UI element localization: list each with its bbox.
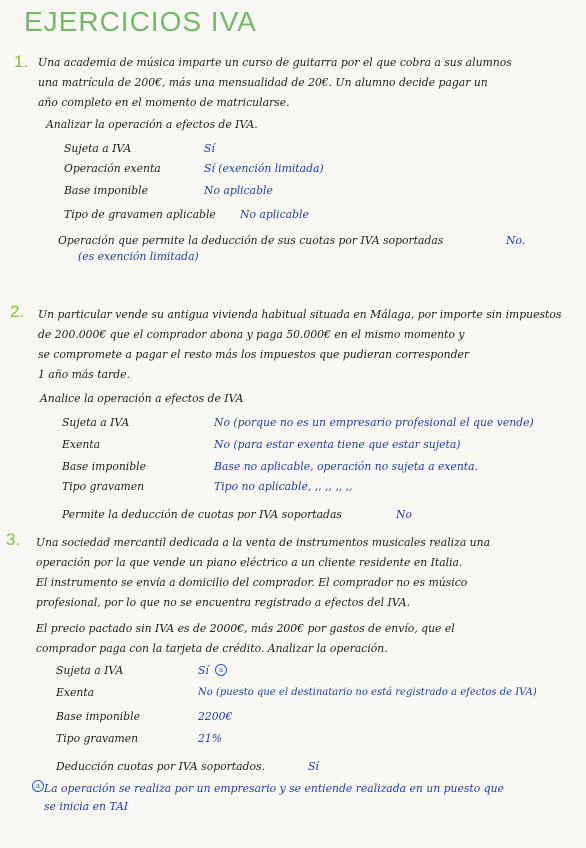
exercise-3-number: 3.	[6, 530, 21, 549]
ex3-deduction-value: Sí	[308, 760, 319, 773]
exercise-2-number: 2.	[10, 302, 25, 321]
ex1-deduction-note: (es exención limitada)	[78, 250, 199, 263]
ex2-row-label: Exenta	[62, 438, 101, 451]
ex2-row-value: No (para estar exenta tiene que estar sujeta)	[214, 438, 461, 451]
ex2-analyze: Analice la operación a efectos de IVA	[40, 392, 244, 405]
ex1-row-label: Base imponible	[64, 184, 148, 197]
ex2-deduction-value: No	[396, 508, 412, 521]
ex1-row-label: Sujeta a IVA	[64, 142, 132, 155]
ex2-line-2: de 200.000€ que el comprador abona y paga 50.000€ en el mismo momento y	[38, 328, 465, 341]
ex3-line2-1: El precio pactado sin IVA es de 2000€, más 200€ por gastos de envío, que el	[36, 622, 455, 635]
ex3-row-label: Tipo gravamen	[56, 732, 139, 745]
ex3-line-4: profesional, por lo que no se encuentra registrado a efectos del IVA.	[36, 596, 411, 609]
ex2-row-value: Tipo no aplicable, ,, ,, ,, ,,	[214, 480, 353, 493]
ex3-row-label: Sujeta a IVA	[56, 664, 124, 677]
ex3-deduction-text: Deducción cuotas por IVA soportados.	[56, 760, 265, 773]
ex1-row-value: No aplicable	[204, 184, 273, 197]
ex2-row-value: No (porque no es un empresario profesional el que vende)	[214, 416, 534, 429]
exercise-1-number: 1.	[14, 52, 29, 71]
ex1-row-value: No aplicable	[240, 208, 309, 221]
ex3-line-2: operación por la que vende un piano eléctrico a un cliente residente en Italia.	[36, 556, 463, 569]
ex2-line-4: 1 año más tarde.	[38, 368, 130, 381]
footnote-marker-icon: a	[32, 780, 44, 792]
ex3-row-label: Exenta	[56, 686, 95, 699]
ex3-row-value: 21%	[198, 732, 222, 745]
ex2-row-label: Sujeta a IVA	[62, 416, 130, 429]
ex2-line-3: se compromete a pagar el resto más los impuestos que pudieran corresponder	[38, 348, 470, 361]
ex1-deduction-value: No.	[506, 234, 526, 247]
ex2-row-label: Tipo gravamen	[62, 480, 145, 493]
ex3-row-value: No (puesto que el destinatario no está registrado a efectos de IVA)	[198, 687, 537, 698]
ex1-deduction-text: Operación que permite la deducción de sus cuotas por IVA soportadas	[58, 234, 444, 247]
ex1-row-label: Operación exenta	[64, 162, 161, 175]
ex2-line-1: Un particular vende su antigua vivienda habitual situada en Málaga, por importe sin impuestos	[38, 308, 562, 321]
ex2-row-label: Base imponible	[62, 460, 146, 473]
ex1-row-label: Tipo de gravamen aplicable	[64, 208, 216, 221]
ex3-row-label: Base imponible	[56, 710, 140, 723]
ex1-line-2: una matrícula de 200€, más una mensualidad de 20€. Un alumno decide pagar un	[38, 76, 488, 89]
ex1-line-1: Una academia de música imparte un curso de guitarra por el que cobra a sus alumnos	[38, 56, 512, 69]
ex3-line2-2: comprador paga con la tarjeta de crédito. Analizar la operación.	[36, 642, 388, 655]
ex3-row-value: 2200€	[198, 710, 233, 723]
ex3-line-3: El instrumento se envía a domicilio del comprador. El comprador no es músico	[36, 576, 468, 589]
ex2-deduction-text: Permite la deducción de cuotas por IVA soportadas	[62, 508, 342, 521]
ex1-row-value: Sí (exención limitada)	[204, 162, 324, 175]
ex3-note-line-2: se inicia en TAI	[44, 800, 129, 813]
ex1-line-3: año completo en el momento de matricularse.	[38, 96, 290, 109]
ex3-note-line-1: La operación se realiza por un empresario y se entiende realizada en un puesto que	[44, 782, 504, 795]
ex3-line-1: Una sociedad mercantil dedicada a la venta de instrumentos musicales realiza una	[36, 536, 491, 549]
ex3-row-value: Sí	[198, 664, 209, 677]
ex2-row-value: Base no aplicable, operación no sujeta a exenta.	[214, 460, 478, 473]
page-title: EJERCICIOS IVA	[24, 6, 257, 37]
ex1-analyze: Analizar la operación a efectos de IVA.	[46, 118, 258, 131]
footnote-marker-icon: a	[215, 664, 227, 676]
ex1-row-value: Sí	[204, 142, 215, 155]
